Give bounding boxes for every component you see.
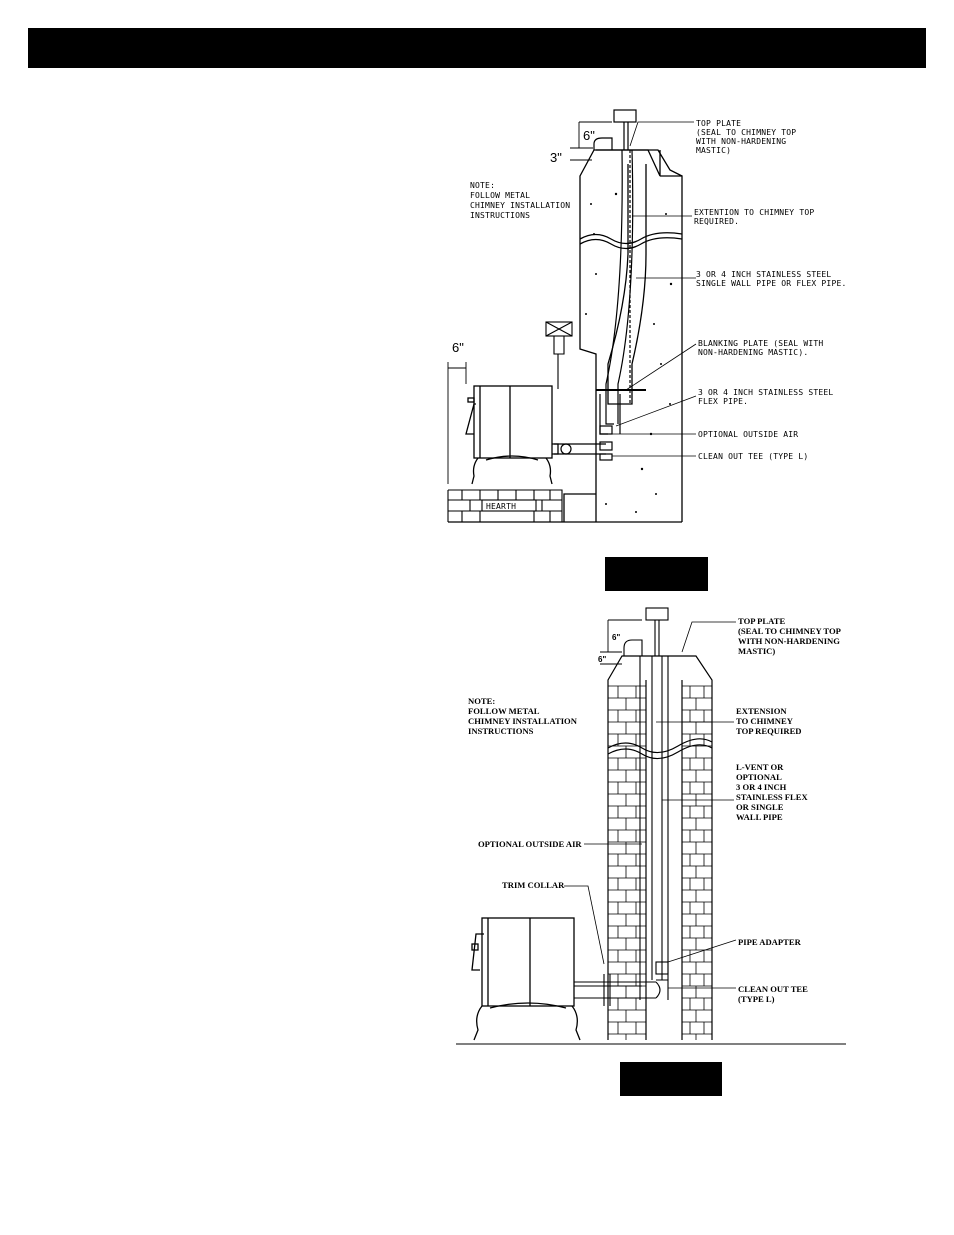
callout-top-plate	[738, 616, 841, 656]
svg-text:3 OR 4 INCH: 3 OR 4 INCH	[736, 782, 787, 792]
masonry-chimney-diagram	[446, 104, 866, 528]
dim-mid: 6"	[598, 655, 607, 664]
svg-text:NOTE:: NOTE:	[468, 696, 496, 706]
break-lines	[608, 739, 712, 759]
note-text	[470, 181, 570, 220]
figure-2-label	[620, 1062, 722, 1096]
svg-text:FOLLOW METAL: FOLLOW METAL	[470, 191, 531, 200]
svg-text:OR SINGLE: OR SINGLE	[736, 802, 784, 812]
svg-text:REQUIRED.: REQUIRED.	[694, 217, 740, 226]
svg-text:L-VENT OR: L-VENT OR	[736, 762, 784, 772]
svg-text:(SEAL TO CHIMNEY TOP: (SEAL TO CHIMNEY TOP	[738, 626, 841, 636]
callout-outside-air: OPTIONAL OUTSIDE AIR	[478, 839, 582, 849]
svg-text:OPTIONAL: OPTIONAL	[736, 772, 782, 782]
svg-text:EXTENSION: EXTENSION	[736, 706, 787, 716]
svg-text:BLANKING PLATE (SEAL WITH: BLANKING PLATE (SEAL WITH	[698, 339, 824, 348]
svg-text:CLEAN OUT TEE: CLEAN OUT TEE	[738, 984, 808, 994]
dim-top: 6"	[583, 128, 595, 143]
svg-text:TOP PLATE: TOP PLATE	[738, 616, 786, 626]
stove	[466, 386, 558, 484]
svg-text:INSTRUCTIONS: INSTRUCTIONS	[468, 726, 534, 736]
svg-text:3 OR 4 INCH STAINLESS STEEL: 3 OR 4 INCH STAINLESS STEEL	[698, 388, 834, 397]
svg-text:TOP REQUIRED: TOP REQUIRED	[736, 726, 802, 736]
svg-text:CHIMNEY INSTALLATION: CHIMNEY INSTALLATION	[470, 201, 571, 210]
svg-text:STAINLESS FLEX: STAINLESS FLEX	[736, 792, 808, 802]
svg-text:WITH NON-HARDENING: WITH NON-HARDENING	[696, 137, 787, 146]
svg-text:FOLLOW METAL: FOLLOW METAL	[468, 706, 540, 716]
callout-lvent	[736, 762, 809, 822]
svg-text:WALL PIPE: WALL PIPE	[736, 812, 783, 822]
svg-text:(TYPE L): (TYPE L)	[738, 994, 775, 1004]
hearth-label: HEARTH	[486, 502, 517, 511]
svg-text:WITH NON-HARDENING: WITH NON-HARDENING	[738, 636, 840, 646]
connector	[574, 974, 660, 1006]
svg-text:FLEX PIPE.: FLEX PIPE.	[698, 397, 749, 406]
svg-text:TO CHIMNEY: TO CHIMNEY	[736, 716, 793, 726]
svg-text:EXTENTION TO CHIMNEY TOP: EXTENTION TO CHIMNEY TOP	[694, 208, 815, 217]
dim-side: 6"	[452, 340, 464, 355]
liner-pipe	[554, 110, 646, 460]
svg-text:(SEAL TO CHIMNEY TOP: (SEAL TO CHIMNEY TOP	[696, 128, 797, 137]
callout-clean-out: CLEAN OUT TEE (TYPE L)	[698, 452, 809, 461]
stove	[472, 918, 580, 1040]
metal-chimney-diagram	[446, 600, 852, 1048]
callout-stainless-pipe	[696, 270, 847, 288]
svg-text:MASTIC): MASTIC)	[738, 646, 776, 656]
callout-clean-out	[738, 984, 808, 1004]
callout-top-plate	[696, 119, 796, 155]
wall-thimble	[546, 322, 572, 389]
svg-text:CHIMNEY INSTALLATION: CHIMNEY INSTALLATION	[468, 716, 577, 726]
callout-extension	[736, 706, 802, 736]
svg-text:SINGLE WALL PIPE OR FLEX PIPE.: SINGLE WALL PIPE OR FLEX PIPE.	[696, 279, 847, 288]
callout-extension	[694, 208, 814, 226]
svg-text:MASTIC): MASTIC)	[696, 146, 732, 155]
callout-pipe-adapter: PIPE ADAPTER	[738, 937, 801, 947]
callout-trim-collar: TRIM COLLAR	[502, 880, 565, 890]
svg-text:3 OR 4 INCH STAINLESS STEEL: 3 OR 4 INCH STAINLESS STEEL	[696, 270, 832, 279]
svg-text:NOTE:: NOTE:	[470, 181, 496, 190]
callout-blanking-plate	[698, 339, 823, 357]
header-bar	[28, 28, 926, 68]
callout-flex-pipe	[698, 388, 833, 406]
callout-outside-air: OPTIONAL OUTSIDE AIR	[698, 430, 799, 439]
dim-top: 6"	[612, 633, 621, 642]
svg-text:NON-HARDENING MASTIC).: NON-HARDENING MASTIC).	[698, 348, 809, 357]
svg-text:TOP PLATE: TOP PLATE	[696, 119, 742, 128]
dim-mid: 3"	[550, 150, 562, 165]
svg-text:INSTRUCTIONS: INSTRUCTIONS	[470, 211, 531, 220]
note-text	[468, 696, 578, 736]
figure-1-label	[605, 557, 708, 591]
